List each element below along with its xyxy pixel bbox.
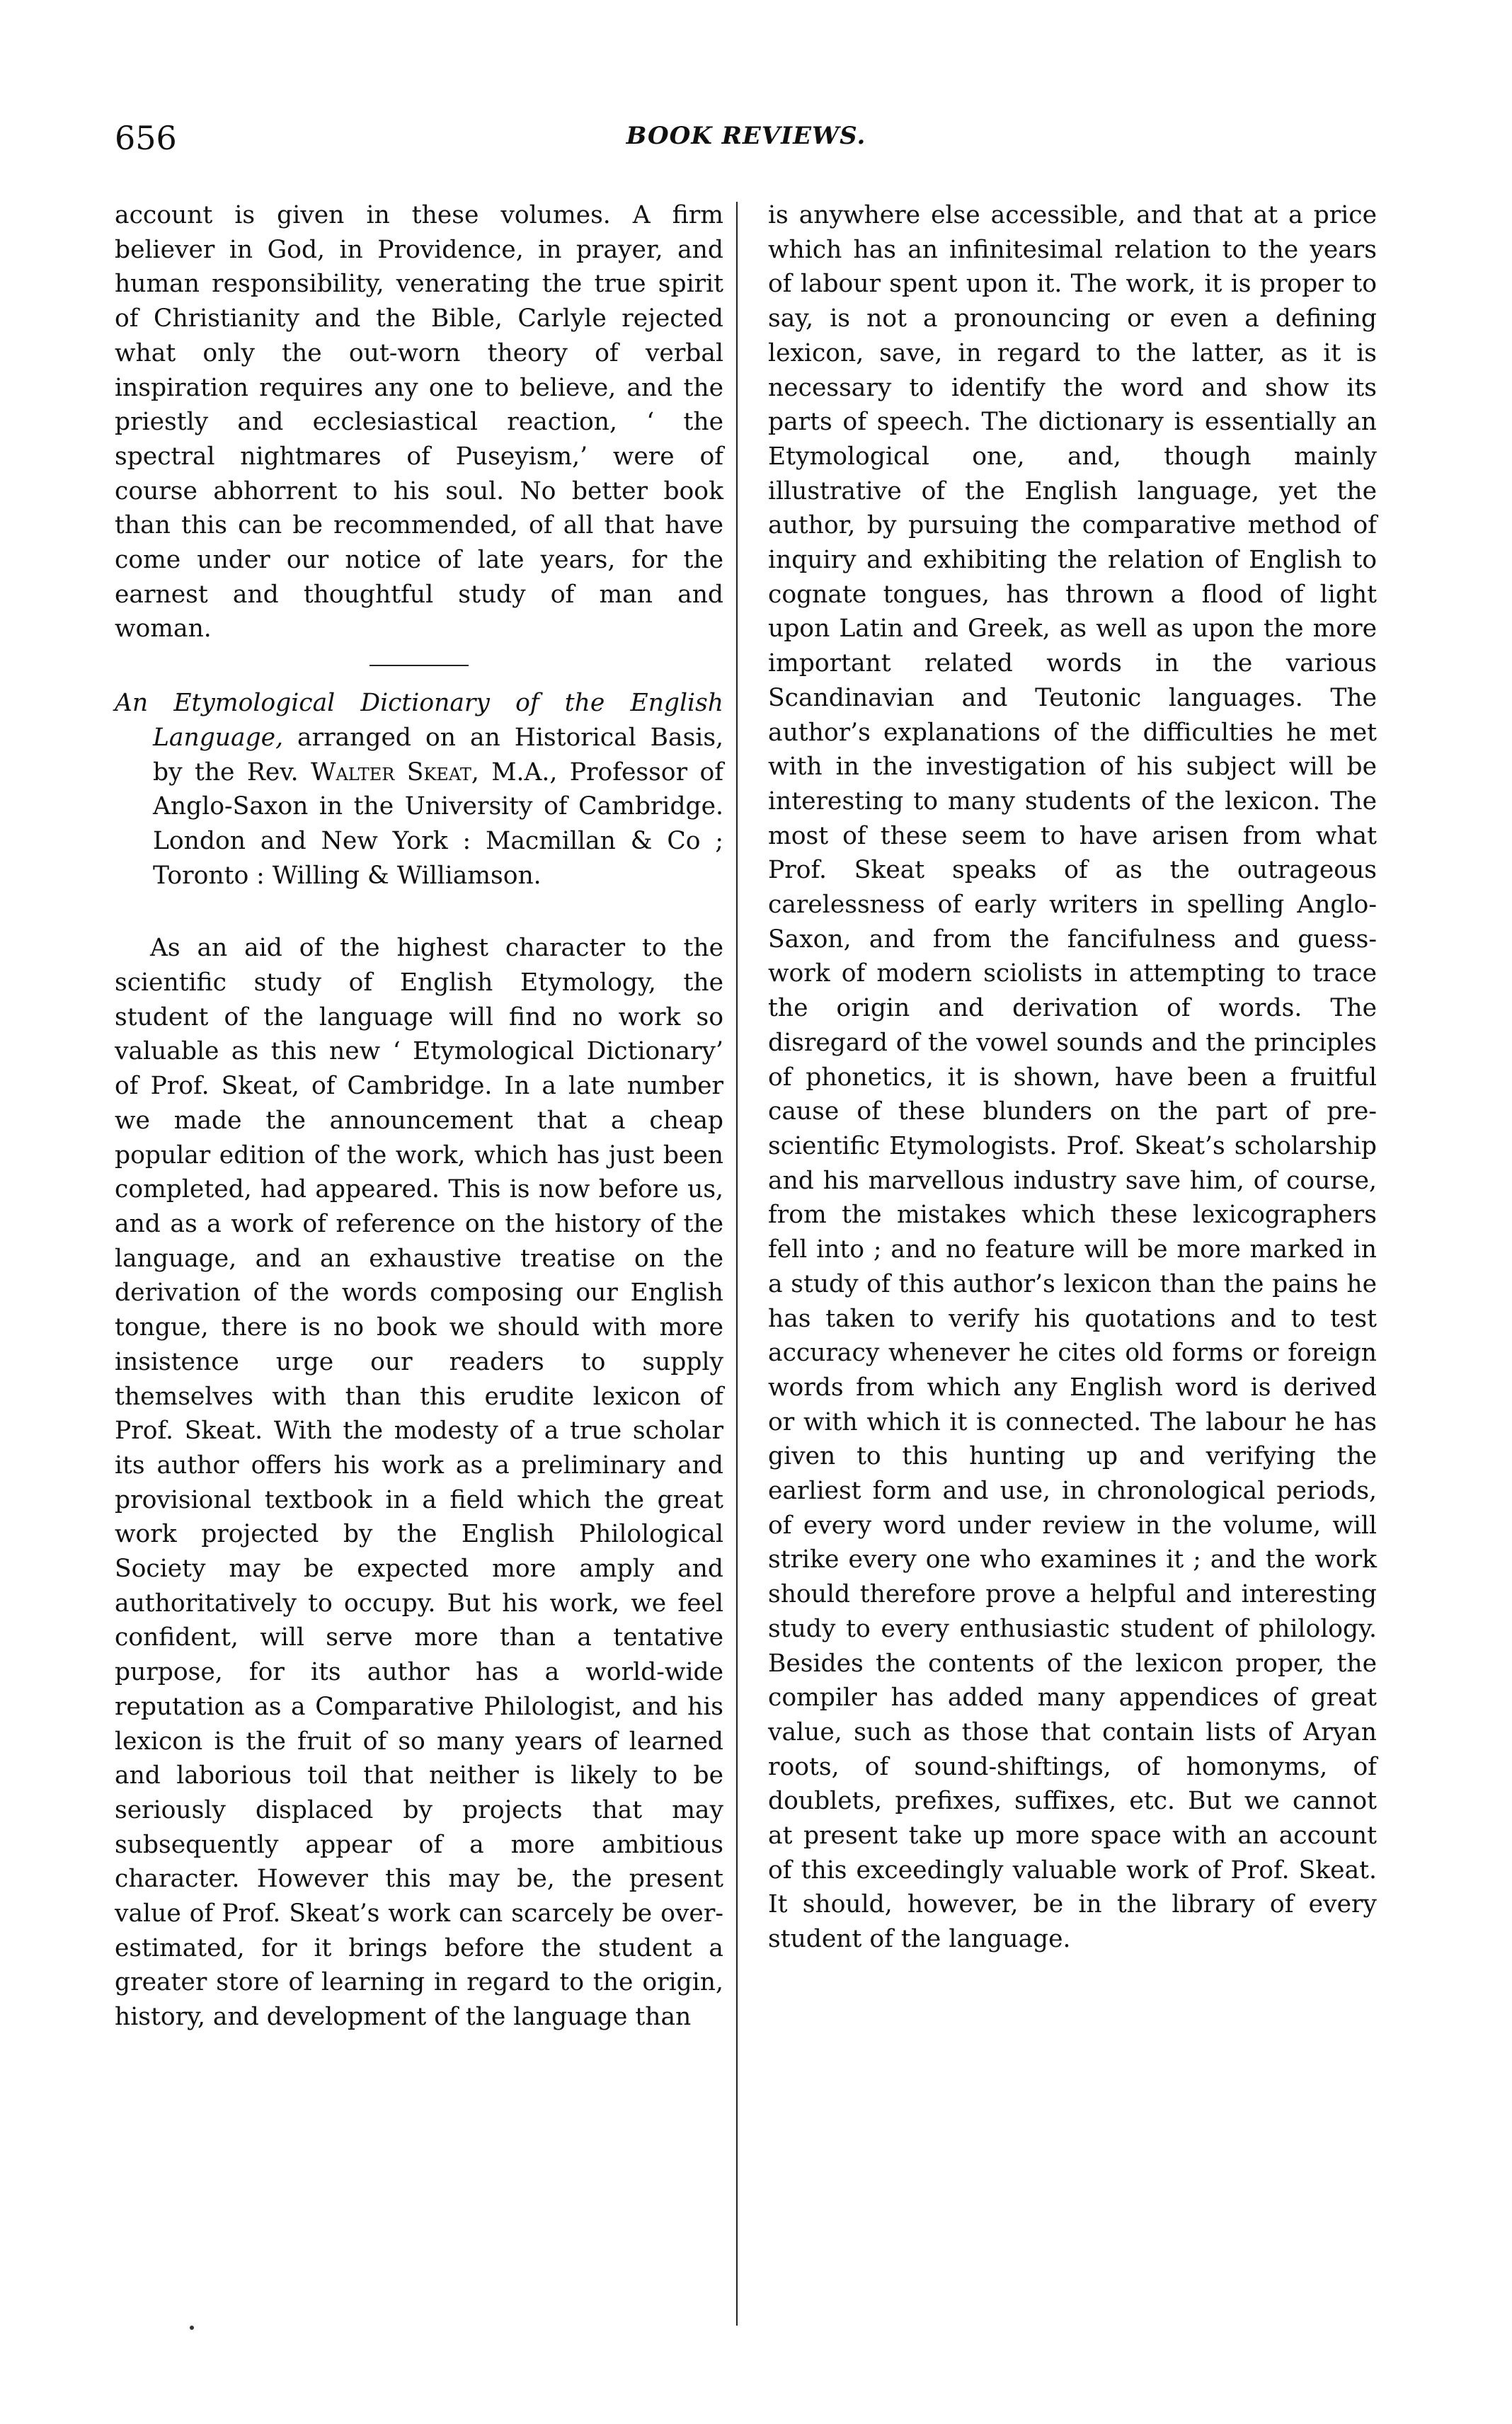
- column-divider: [736, 202, 738, 2326]
- right-column: [768, 198, 1377, 1957]
- spacer: [115, 893, 723, 931]
- review-continuation-paragraph: is anywhere else accessible, and that at a price which has an infinitesimal relation to the years of labour spent upon it. The work, it is proper to say, is not a pronouncing or even a defining lexicon, save, in regard to the latter, as it is necessary to identify the word and show its parts of speech. The dictionary is essentially an Etymological one, and, though mainly illustrative of the English language, yet the author, by pursuing the comparative method of inquiry and exhibiting the relation of English to cognate tongues, has thrown a flood of light upon Latin and Greek, as well as upon the more important related words in the various Scandinavian and Teutonic languages. The author’s explanations of the difficulties he met with in the investigation of his subject will be interesting to many students of the lexicon. The most of these seem to have arisen from what Prof. Skeat speaks of as the outrageous carelessness of early writers in spelling Anglo-Saxon, and from the fancifulness and guess-work of modern sciolists in attempting to trace the origin and derivation of words. The disregard of the vowel sounds and the principles of phonetics, it is shown, have been a fruitful cause of these blunders on the part of pre-scientific Etymologists. Prof. Skeat’s scholarship and his marvellous industry save him, of course, from the mistakes which these lexicographers fell into ; and no feature will be more marked in a study of this author’s lexicon than the pains he has taken to verify his quotations and to test accuracy whenever he cites old forms or foreign words from which any English word is derived or with which it is connected. The labour he has given to this hunting up and verifying the earliest form and use, in chronological periods, of every word under review in the volume, will strike every one who examines it ; and the work should therefore prove a helpful and interesting study to every enthusiastic student of philology. Besides the contents of the lexicon proper, the compiler has added many appendices of great value, such as those that contain lists of Aryan roots, of sound-shiftings, of homonyms, of doublets, prefixes, suffixes, etc. But we cannot at present take up more space with an account of this exceedingly valuable work of Prof. Skeat. It should, however, be in the library of every student of the language.: [768, 201, 1377, 1954]
- page-header: [115, 119, 1378, 168]
- left-column: [115, 198, 723, 2035]
- running-head: BOOK REVIEWS.: [626, 122, 866, 150]
- review-paragraph: As an aid of the highest character to the scientific study of English Etymology, the student of the language will find no work so valuable as this new ‘ Etymological Dictionary’ of Prof. Skeat, of Cambridge. In a late number we made the announcement that a cheap popular edition of the work, which has just been completed, had appeared. This is now before us, and as a work of reference on the history of the language, and an exhaustive treatise on the derivation of the words composing our English tongue, there is no book we should with more insistence urge our readers to supply themselves with than this erudite lexicon of Prof. Skeat. With the modesty of a true scholar its author offers his work as a preliminary and provisional textbook in a field which the great work projected by the English Philological Society may be expected more amply and authoritatively to occupy. But his work, we feel confident, will serve more than a tentative purpose, for its author has a world-wide reputation as a Comparative Philologist, and his lexicon is the fruit of so many years of learned and laborious toil that neither is likely to be seriously displaced by projects that may subsequently appear of a more ambitious character. However this may be, the present value of Prof. Skeat’s work can scarcely be over-estimated, for it brings before the student a greater store of learning in regard to the origin, history, and development of the language than: [115, 934, 723, 2032]
- section-separator: [370, 665, 469, 666]
- book-author: Walter Skeat,: [310, 758, 479, 787]
- book-description: arranged on an Historical Basis, by the Rev.: [153, 723, 723, 787]
- bibliographic-entry: [115, 686, 723, 893]
- stray-mark: [190, 2326, 194, 2330]
- book-publication: M.A., Professor of Anglo-Saxon in the University of Cambridge. London and New York : Macmillan & Co ; Toronto : Willing & Williamson.: [153, 758, 723, 890]
- book-title: An Etymological Dictionary of the English Language,: [115, 689, 723, 752]
- carlyle-review-paragraph: account is given in these volumes. A firm believer in God, in Providence, in prayer, and human responsibility, venerating the true spirit of Christianity and the Bible, Carlyle rejected what only the out-worn theory of verbal inspiration requires any one to believe, and the priestly and ecclesiastical reaction, ‘ the spectral nightmares of Puseyism,’ were of course abhorrent to his soul. No better book than this can be recommended, of all that have come under our notice of late years, for the earnest and thoughtful study of man and woman.: [115, 201, 723, 644]
- page-number: 656: [115, 119, 177, 157]
